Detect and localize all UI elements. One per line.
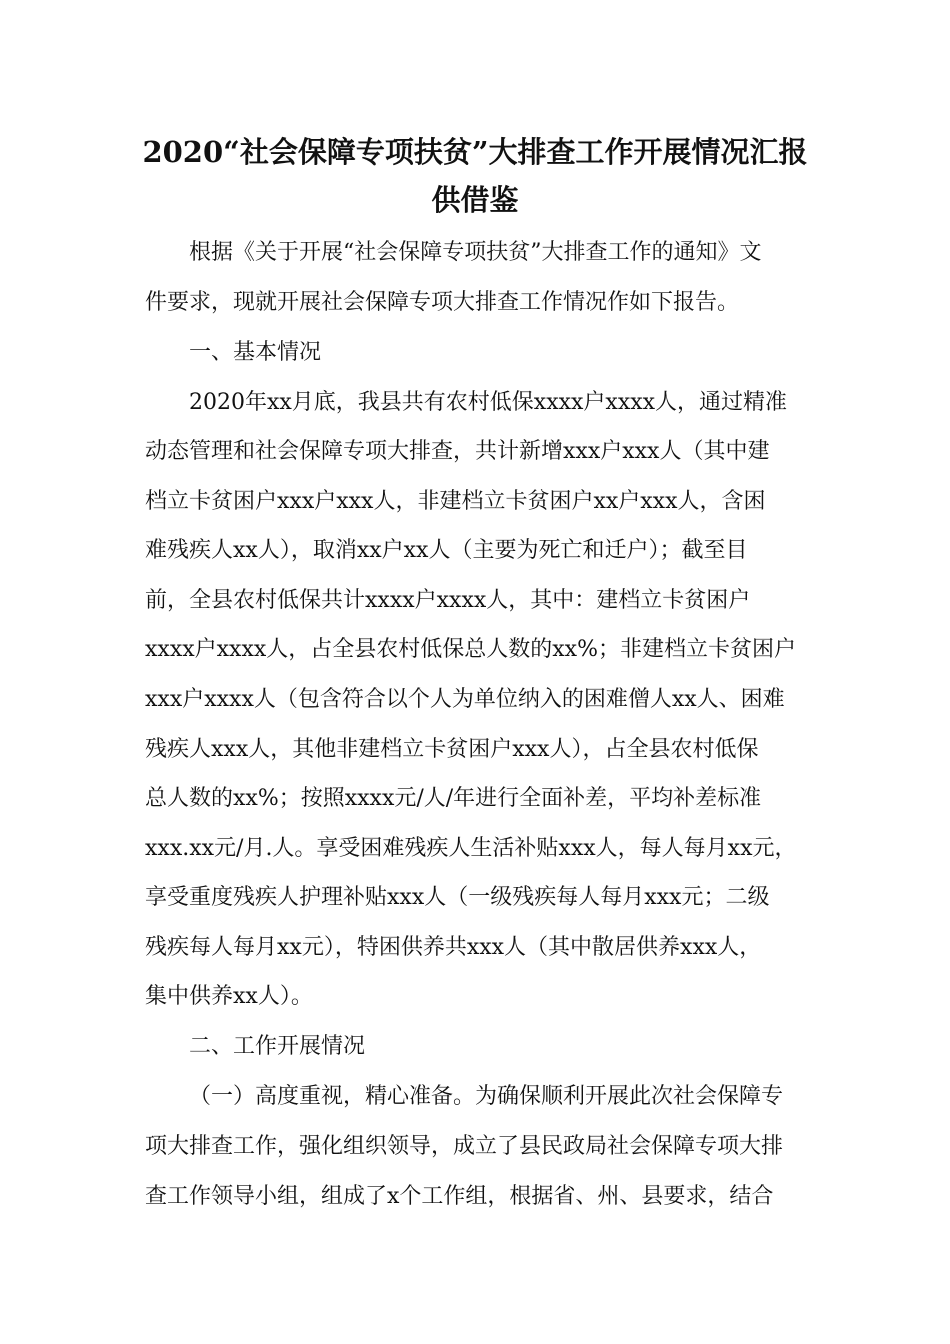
paragraph-intro-line-1: 根据《关于开展“社会保障专项扶贫”大排查工作的通知》文 (189, 240, 762, 265)
paragraph-basic-line-13: 集中供养xx人）。 (145, 984, 313, 1009)
paragraph-basic-line-5: 前，全县农村低保共计xxxx户xxxx人，其中：建档立卡贫困户 (145, 588, 751, 613)
document-title-line-1: 2020“社会保障专项扶贫”大排查工作开展情况汇报 (142, 135, 808, 169)
paragraph-basic-line-4: 难残疾人xx人），取消xx户xx人（主要为死亡和迁户）；截至目 (145, 538, 748, 563)
paragraph-basic-line-6: xxxx户xxxx人，占全县农村低保总人数的xx%；非建档立卡贫困户 (145, 637, 796, 662)
paragraph-basic-line-1: 2020年xx月底，我县共有农村低保xxxx户xxxx人，通过精准 (189, 390, 788, 415)
paragraph-basic-line-9: 总人数的xx%；按照xxxx元/人/年进行全面补差，平均补差标准 (145, 786, 762, 811)
paragraph-work-line-2: 项大排查工作，强化组织领导，成立了县民政局社会保障专项大排 (145, 1134, 784, 1159)
paragraph-basic-line-8: 残疾人xxx人，其他非建档立卡贫困户xxx人），占全县农村低保 (145, 737, 759, 762)
paragraph-basic-line-12: 残疾每人每月xx元），特困供养共xxx人（其中散居供养xxx人， (145, 935, 762, 960)
paragraph-work-line-3: 查工作领导小组，组成了x个工作组，根据省、州、县要求，结合 (145, 1184, 774, 1209)
section-heading-basic-situation: 一、基本情况 (189, 340, 322, 365)
paragraph-basic-line-7: xxx户xxxx人（包含符合以个人为单位纳入的困难僧人xx人、困难 (145, 687, 785, 712)
paragraph-basic-line-3: 档立卡贫困户xxx户xxx人，非建档立卡贫困户xx户xxx人，含困 (145, 489, 766, 514)
paragraph-work-line-1: （一）高度重视，精心准备。为确保顺利开展此次社会保障专 (189, 1084, 784, 1109)
section-heading-work-progress: 二、工作开展情况 (189, 1034, 366, 1059)
paragraph-basic-line-10: xxx.xx元/月.人。享受困难残疾人生活补贴xxx人，每人每月xx元， (145, 836, 797, 861)
paragraph-basic-line-2: 动态管理和社会保障专项大排查，共计新增xxx户xxx人（其中建 (145, 439, 770, 464)
paragraph-basic-line-11: 享受重度残疾人护理补贴xxx人（一级残疾每人每月xxx元；二级 (145, 885, 770, 910)
paragraph-intro-line-2: 件要求，现就开展社会保障专项大排查工作情况作如下报告。 (145, 290, 740, 315)
document-title-line-2: 供借鉴 (431, 183, 519, 217)
